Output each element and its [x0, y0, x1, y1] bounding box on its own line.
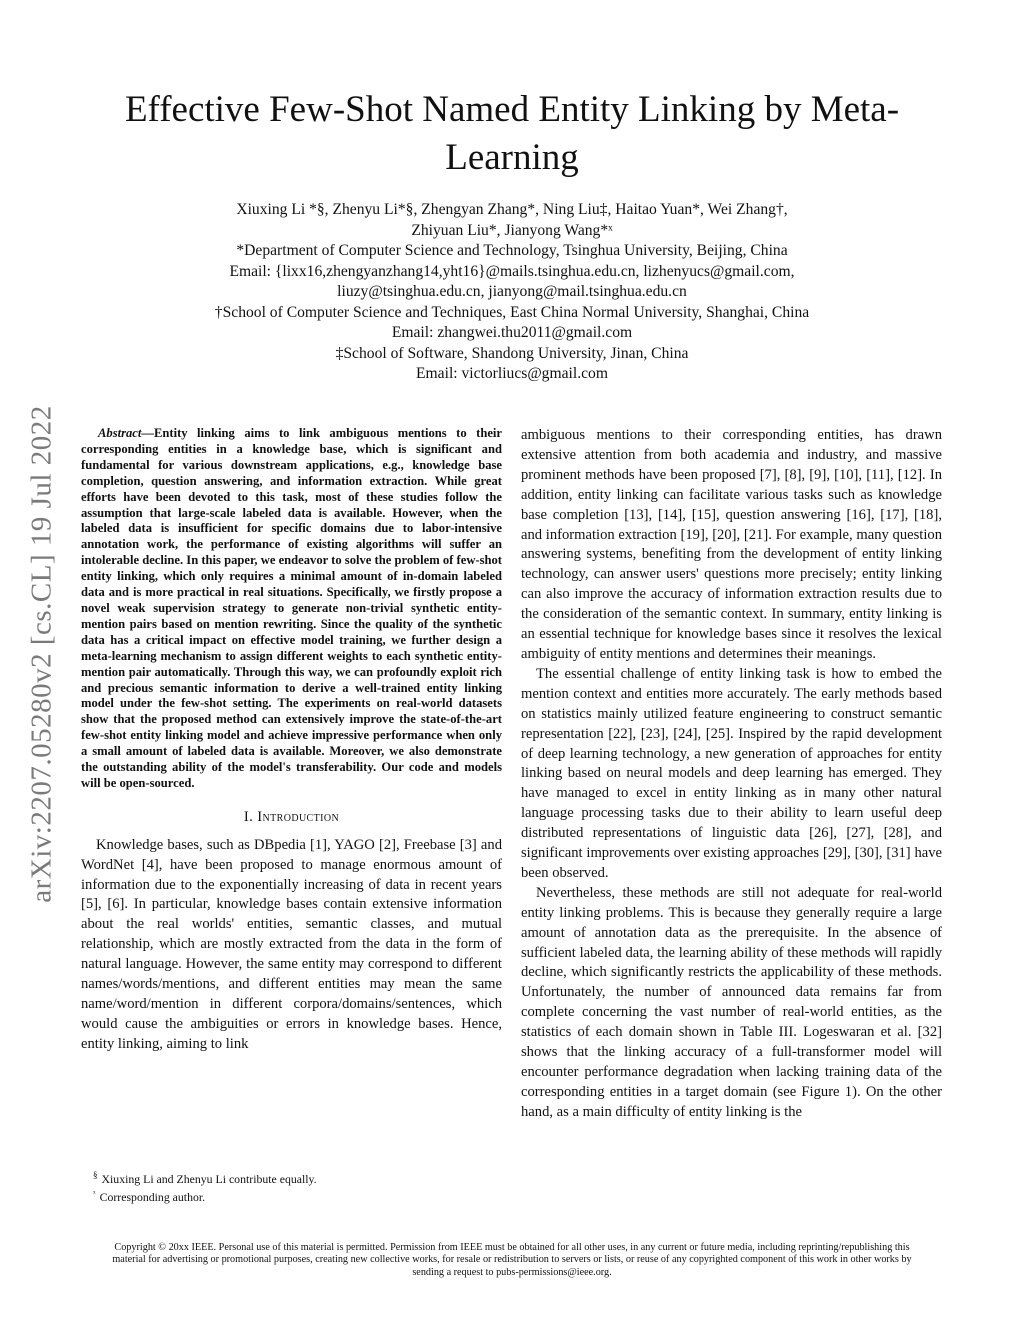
email-line: Email: {lixx16,zhengyanzhang14,yht16}@mails.tsinghua.edu.cn, lizhenyucs@gmail.com,: [229, 262, 795, 280]
section-number: I.: [243, 808, 254, 825]
affiliation-line: *Department of Computer Science and Technology, Tsinghua University, Beijing, China: [236, 242, 788, 259]
footnote-mark: §: [93, 1170, 98, 1180]
email-line: Email: zhangwei.thu2011@gmail.com: [391, 324, 633, 341]
body-paragraph: ambiguous mentions to their corresponding entities, has drawn extensive attention from both academia and industry, and massive prominent methods have been proposed [7], [8], [9], [10], [11], [12]. In addition, entity linking can facilitate various tasks such as knowledge base completion [13], [14], [15], question answering [16], [17], [18], and information extraction [19], [20], [21]. For example, many question answering systems, benefiting from the development of entity linking technology, can answer users' questions more precisely; entity linking can also improve the accuracy of information extraction results due to the consideration of the semantic context. In summary, entity linking is an essential technique for knowledge bases since it resolves the lexical ambiguity of entity mentions and determines their meanings.: [521, 427, 942, 662]
affiliation-line: ‡School of Software, Shandong University, Jinan, China: [335, 344, 689, 362]
email-line: Email: victorliucs@gmail.com: [416, 365, 608, 382]
footnote-text: Xiuxing Li and Zhenyu Li contribute equally.: [101, 1171, 317, 1186]
footnote-text: Corresponding author.: [99, 1189, 206, 1204]
paper-title: Effective Few-Shot Named Entity Linking by Meta-Learning: [124, 89, 900, 178]
arxiv-identifier-text: arXiv:2207.05280v2 [cs.CL] 19 Jul 2022: [25, 405, 58, 903]
right-column: [521, 426, 942, 1123]
footnote: [93, 1168, 493, 1186]
left-column: [81, 426, 502, 1055]
body-paragraph: Knowledge bases, such as DBpedia [1], YAGO [2], Freebase [3] and WordNet [4], have been proposed to manage enormous amount of information due to the exponentially increasing of data in recent years [5], [6]. In particular, knowledge bases contain extensive information about the real worlds' entities, semantic classes, and mutual relationship, which are mostly extracted from the data in the form of natural language. However, the same entity may correspond to different names/words/mentions, and different entities may mean the same name/word/mention in different corpora/domains/sentences, which would cause the ambiguities or errors in knowledge bases. Hence, entity linking, aiming to link: [81, 836, 502, 1052]
author-line: Zhiyuan Liu*, Jianyong Wang*ˣ: [411, 221, 613, 239]
body-paragraph: The essential challenge of entity linking task is how to embed the mention context and entities more accurately. The early methods based on statistics mainly utilized feature engineering to construct semantic representation [22], [23], [24], [25]. Inspired by the rapid development of deep learning technology, a new generation of approaches for entity linking based on neural models and deep learning has emerged. They have managed to excel in entity linking as in many other natural language processing tasks due to their ability to learn useful deep distributed representations of linguistic data [26], [27], [28], and significant improvements over existing approaches [29], [30], [31] have been observed.: [521, 665, 942, 881]
section-title: Introduction: [257, 808, 340, 825]
footnote: [93, 1186, 493, 1204]
author-affiliation-block: [110, 200, 914, 385]
arxiv-identifier-stamp: [14, 367, 70, 942]
affiliation-line: †School of Computer Science and Techniques, East China Normal University, Shanghai, China: [214, 303, 810, 321]
copyright-notice: Copyright © 20xx IEEE. Personal use of this material is permitted. Permission from IEEE must be obtained for all other uses, in any current or future media, including reprinting/republishing this material for advertising or promotional purposes, creating new collective works, for resale or redistribution to servers or lists, or reuse of any copyrighted component of this work in other works by sending a request to pubs-permissions@ieee.org.: [112, 1242, 912, 1278]
footnote-mark: ˣ: [93, 1187, 96, 1198]
abstract: [81, 426, 502, 792]
author-line: Xiuxing Li *§, Zhenyu Li*§, Zhengyan Zhang*, Ning Liu‡, Haitao Yuan*, Wei Zhang†,: [236, 201, 788, 218]
email-line: liuzy@tsinghua.edu.cn, jianyong@mail.tsinghua.edu.cn: [337, 283, 687, 300]
section-heading: [81, 808, 502, 828]
abstract-label: Abstract: [98, 426, 142, 440]
body-paragraph: Nevertheless, these methods are still not adequate for real-world entity linking problems. This is because they generally require a large amount of annotation data as the prerequisite. In the absence of sufficient labeled data, the learning ability of these methods will rapidly decline, which significantly restricts the applicability of these methods. Unfortunately, the number of announced data remains far from complete concerning the vast number of real-world entities, as the statistics of each domain shown in Table III. Logeswaran et al. [32] shows that the linking accuracy of a full-transformer model will encounter performance degradation when lacking training data of the corresponding entities in a target domain (see Figure 1). On the other hand, as a main difficulty of entity linking is the: [521, 884, 942, 1120]
footnotes: [93, 1168, 493, 1204]
abstract-text: —Entity linking aims to link ambiguous mentions to their corresponding entities in a knowledge base, which is significant and fundamental for various downstream applications, e.g., knowledge base completion, question answering, and information extraction. While great efforts have been devoted to this task, most of these studies follow the assumption that large-scale labeled data is available. However, when the labeled data is insufficient for specific domains due to labor-intensive annotation work, the performance of existing algorithms will suffer an intolerable decline. In this paper, we endeavor to solve the problem of few-shot entity linking, which only requires a minimal amount of in-domain labeled data and is more practical in real situations. Specifically, we firstly propose a novel weak supervision strategy to generate non-trivial synthetic entity-mention pairs based on mention rewriting. Since the quality of the synthetic data has a critical impact on effective model training, we further design a meta-learning mechanism to assign different weights to each synthetic entity-mention pair automatically. Through this way, we can profoundly exploit rich and precious semantic information to derive a well-trained entity linking model under the few-shot setting. The experiments on real-world datasets show that the proposed method can extensively improve the state-of-the-art few-shot entity linking model and achieve impressive performance when only a small amount of labeled data is available. Moreover, we also demonstrate the outstanding ability of the model's transferability. Our code and models will be open-sourced.: [81, 426, 502, 790]
